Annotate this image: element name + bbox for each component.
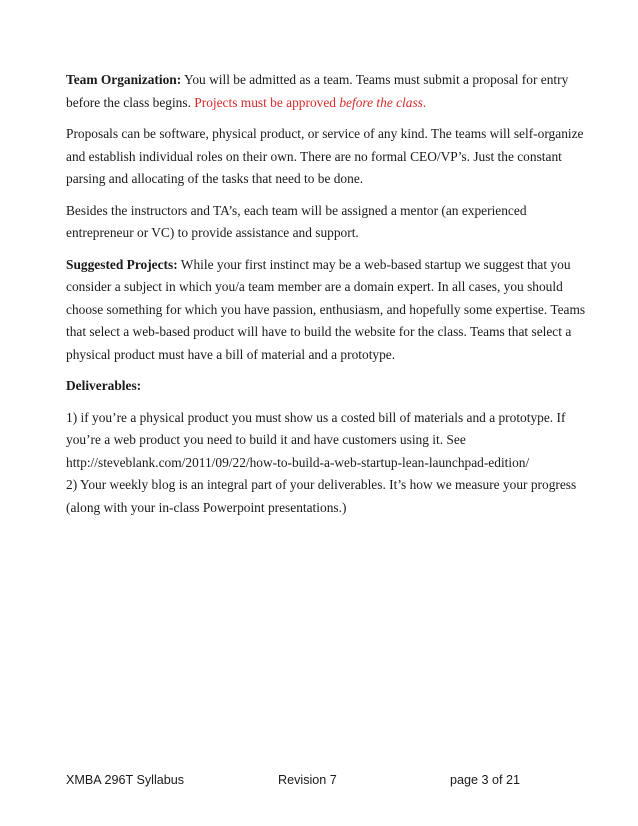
deliverables-heading-paragraph bbox=[66, 375, 586, 398]
page-footer bbox=[66, 773, 536, 793]
suggested-projects-text: While your first instinct may be a web-based startup we suggest that you consider a subject in which you/a team member are a domain expert. In all cases, you should choose something for which you have passion, enthusiasm, and hopefully some expertise. Teams that select a web-based product will have to build the website for the class. Teams that select a physical product must have a bill of material and a prototype. bbox=[66, 256, 586, 362]
suggested-projects-heading: Suggested Projects: bbox=[66, 256, 178, 272]
footer-revision: Revision 7 bbox=[278, 773, 337, 787]
mentor-paragraph: Besides the instructors and TA’s, each team will be assigned a mentor (an experienced entrepreneur or VC) to provide assistance and support. bbox=[66, 202, 527, 240]
footer-page-number: page 3 of 21 bbox=[450, 773, 521, 787]
approval-notice bbox=[194, 95, 426, 110]
team-organization-text: You will be admitted as a team. Teams must submit a proposal for entry before the class begins. bbox=[66, 72, 569, 110]
footer-course: XMBA 296T Syllabus bbox=[66, 773, 185, 787]
approval-notice-text: Projects must be approved bbox=[194, 94, 340, 110]
suggested-projects-paragraph bbox=[66, 254, 586, 367]
approval-notice-period: . bbox=[422, 94, 427, 110]
deliverables-heading: Deliverables: bbox=[66, 378, 142, 393]
blog-link[interactable]: http://steveblank.com/2011/09/22/how-to-build-a-web-startup-lean-launchpad-edition/ bbox=[66, 454, 530, 470]
proposals-paragraph: Proposals can be software, physical product, or service of any kind. The teams will self-organize and establish individual roles on their own. There are no formal CEO/VP’s. Just the constant parsing and allocating of the tasks that need to be done. bbox=[66, 126, 584, 186]
team-organization-heading: Team Organization: bbox=[66, 72, 182, 87]
deliverable-item-2: 2) Your weekly blog is an integral part of your deliverables. It’s how we measure your progress (along with your in-class Powerpoint presentations.) bbox=[66, 477, 577, 515]
document-body bbox=[66, 69, 586, 528]
approval-notice-emphasis: before the class bbox=[339, 94, 423, 110]
deliverable-item-1: 1) if you’re a physical product you must show us a costed bill of materials and a prototype. If you’re a web product you need to build it and have customers using it. See bbox=[66, 409, 566, 447]
deliverables-list bbox=[66, 407, 586, 520]
team-organization-paragraph bbox=[66, 69, 586, 114]
